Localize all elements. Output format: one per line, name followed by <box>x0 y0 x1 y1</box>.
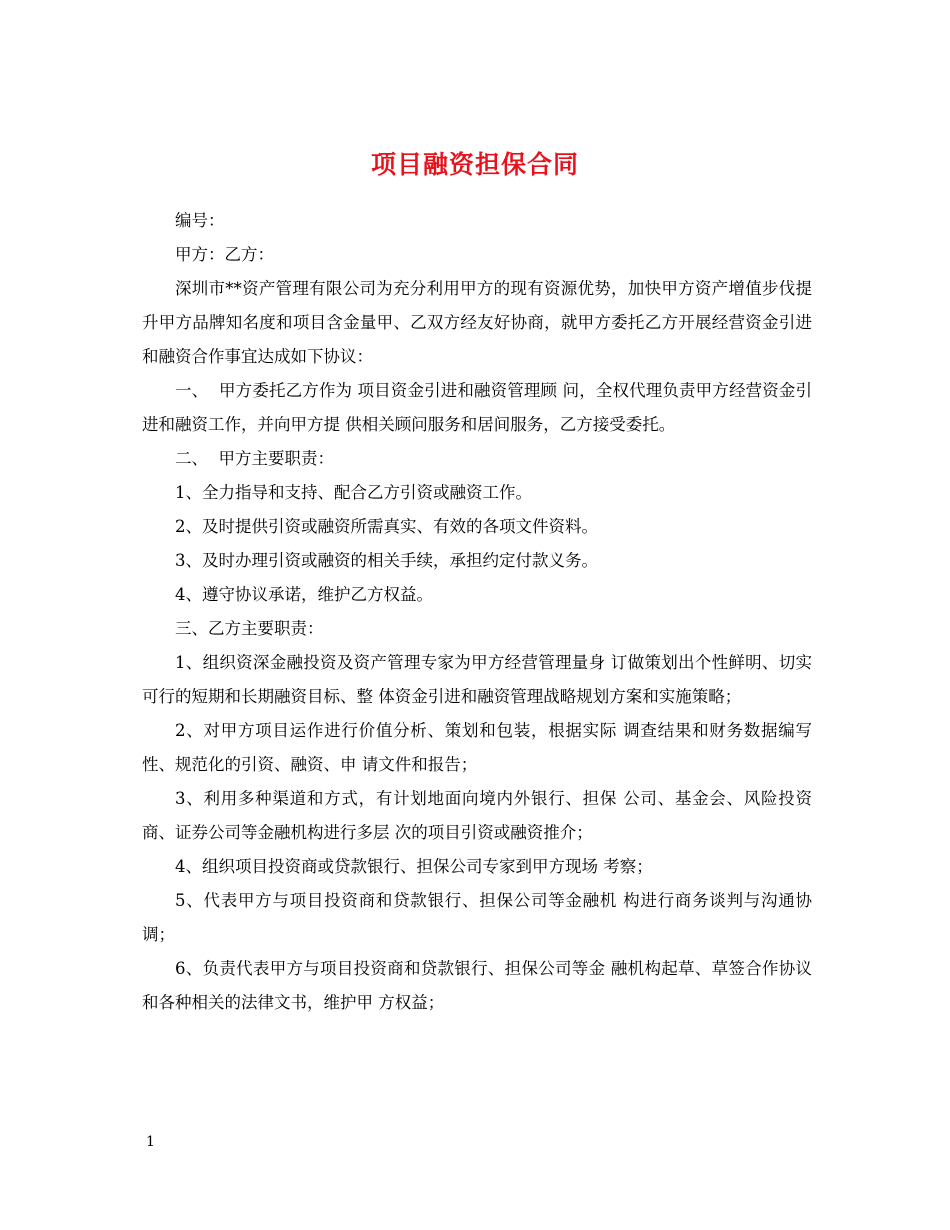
preamble-paragraph: 深圳市**资产管理有限公司为充分利用甲方的现有资源优势，加快甲方资产增值步伐提升甲方品牌知名度和项目含金量甲、乙双方经友好协商，就甲方委托乙方开展经营资金引进和融资合作事宜达成如下协议： <box>142 279 812 366</box>
clause-2-heading: 二、 甲方主要职责： <box>175 449 334 468</box>
party-a-duty-3: 3、及时办理引资或融资的相关手续，承担约定付款义务。 <box>175 551 598 570</box>
document-body <box>142 204 812 1020</box>
clause-1-paragraph: 一、 甲方委托乙方作为 项目资金引进和融资管理顾 问，全权代理负责甲方经营资金引进和融资工作，并向甲方提 供相关顾问服务和居间服务，乙方接受委托。 <box>142 381 812 434</box>
page-number: 1 <box>146 1134 155 1150</box>
party-b-duty-6: 6、负责代表甲方与项目投资商和贷款银行、担保公司等金 融机构起草、草签合作协议和各种相关的法律文书，维护甲 方权益； <box>142 959 812 1012</box>
party-b-duty-5: 5、代表甲方与项目投资商和贷款银行、担保公司等金融机 构进行商务谈判与沟通协调； <box>142 891 812 944</box>
party-b-duty-1: 1、组织资深金融投资及资产管理专家为甲方经营管理量身 订做策划出个性鲜明、切实可行的短期和长期融资目标、整 体资金引进和融资管理战略规划方案和实施策略； <box>142 653 812 706</box>
document-title: 项目融资担保合同 <box>370 149 579 179</box>
party-a-duty-2: 2、及时提供引资或融资所需真实、有效的各项文件资料。 <box>175 517 598 536</box>
party-b-duty-3: 3、利用多种渠道和方式，有计划地面向境内外银行、担保 公司、基金会、风险投资商、证券公司等金融机构进行多层 次的项目引资或融资推介； <box>142 789 812 842</box>
clause-3-heading: 三、乙方主要职责： <box>175 619 324 638</box>
party-b-duty-4: 4、组织项目投资商或贷款银行、担保公司专家到甲方现场 考察； <box>175 857 653 876</box>
party-a-duty-1: 1、全力指导和支持、配合乙方引资或融资工作。 <box>175 483 532 502</box>
party-b-duty-2: 2、对甲方项目运作进行价值分析、策划和包装，根据实际 调查结果和财务数据编写性、规范化的引资、融资、申 请文件和报告； <box>142 721 812 774</box>
parties-line: 甲方：乙方： <box>175 245 274 264</box>
contract-number-line: 编号： <box>175 211 225 230</box>
party-a-duty-4: 4、遵守协议承诺，维护乙方权益。 <box>175 585 433 604</box>
